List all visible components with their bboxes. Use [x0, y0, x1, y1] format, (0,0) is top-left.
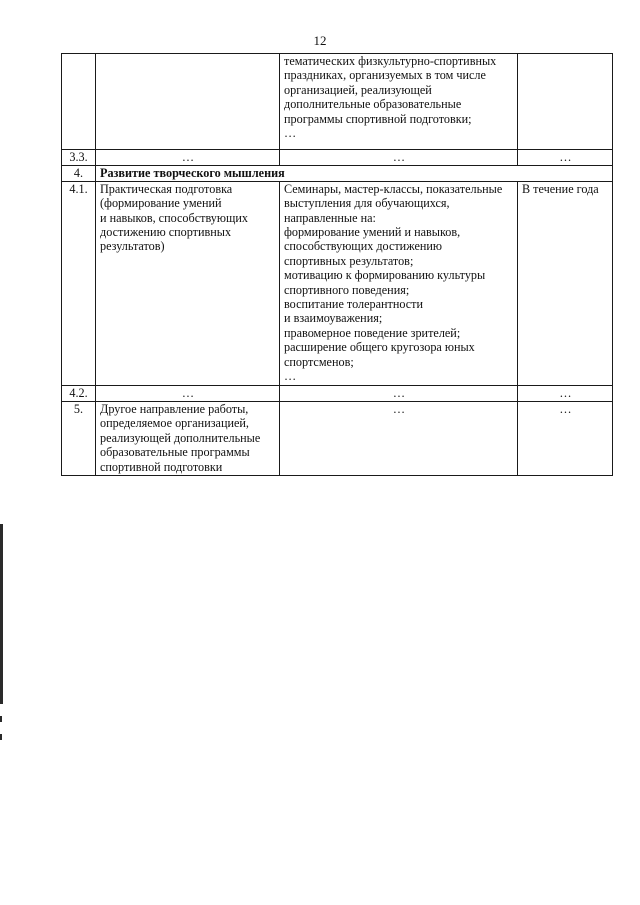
section-title: Развитие творческого мышления — [96, 166, 613, 181]
cell-forms: тематических физкультурно-спортивных праздниках, организуемых в том числе организацией, реализующей дополнительные образовательные программы спортивной подготовки; … — [280, 54, 518, 150]
cell-direction: … — [96, 385, 280, 401]
cell-forms: … — [280, 385, 518, 401]
cell-term — [518, 54, 613, 150]
cell-number: 3.3. — [62, 150, 96, 166]
cell-term: В течение года — [518, 181, 613, 385]
scan-edge-mark — [0, 524, 3, 704]
table-row-section-4 — [62, 166, 613, 181]
cell-number — [62, 54, 96, 150]
table-row-continuation — [62, 54, 613, 150]
cell-term: … — [518, 401, 613, 475]
cell-direction: … — [96, 150, 280, 166]
cell-number: 4.2. — [62, 385, 96, 401]
table-row-3-3 — [62, 150, 613, 166]
cell-number: 4. — [62, 166, 96, 181]
cell-number: 4.1. — [62, 181, 96, 385]
table-row-5 — [62, 401, 613, 475]
table-row-4-1 — [62, 181, 613, 385]
scan-edge-dot — [0, 716, 2, 722]
cell-number: 5. — [62, 401, 96, 475]
cell-direction: Практическая подготовка (формирование умений и навыков, способствующих достижению спортивных результатов) — [96, 181, 280, 385]
plan-table — [61, 53, 613, 476]
cell-term: … — [518, 385, 613, 401]
cell-direction — [96, 54, 280, 150]
cell-forms: … — [280, 150, 518, 166]
cell-term: … — [518, 150, 613, 166]
cell-direction: Другое направление работы, определяемое организацией, реализующей дополнительные образовательные программы спортивной подготовки — [96, 401, 280, 475]
scan-edge-dot — [0, 734, 2, 740]
cell-forms: … — [280, 401, 518, 475]
page-number: 12 — [313, 33, 327, 48]
cell-forms: Семинары, мастер-классы, показательные выступления для обучающихся, направленные на: формирование умений и навыков, способствующих достижению спортивных результатов; мотивацию к формированию культуры спортивного поведения; воспитание толерантности и взаимоуважения; правомерное поведение зрителей; расширение общего кругозора юных спортсменов; … — [280, 181, 518, 385]
table-row-4-2 — [62, 385, 613, 401]
